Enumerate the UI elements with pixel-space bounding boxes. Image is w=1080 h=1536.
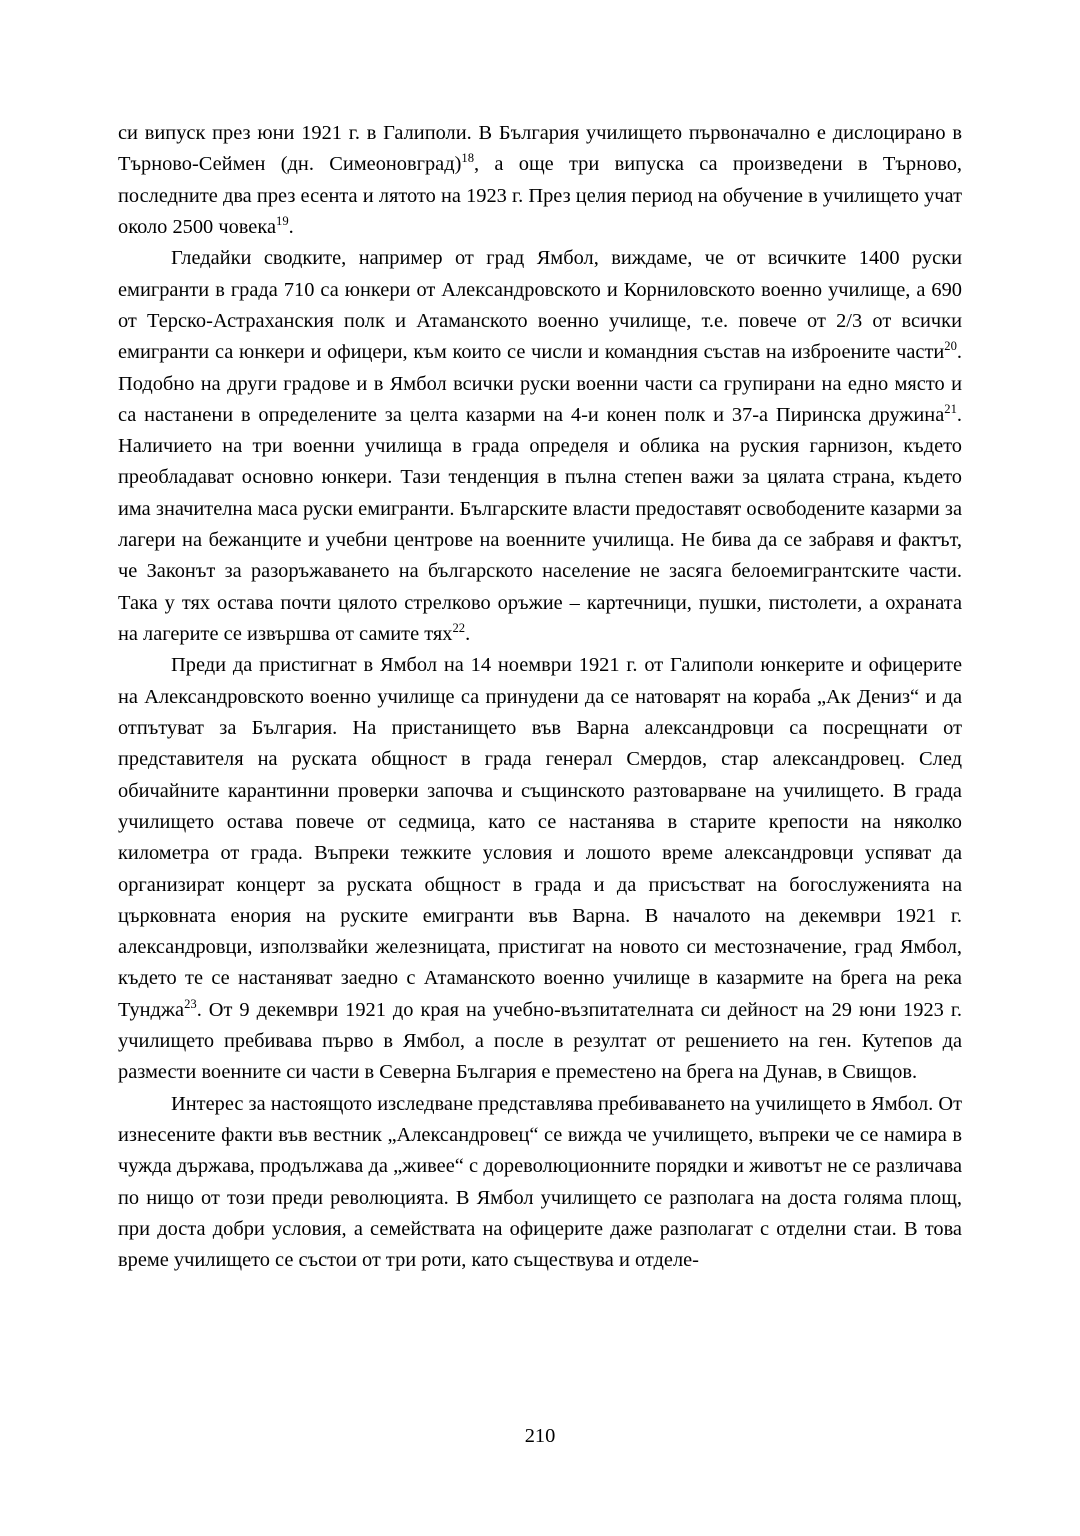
footnote-marker: 19 [276, 214, 289, 229]
footnote-marker: 23 [184, 996, 197, 1011]
footnote-marker: 20 [944, 339, 957, 354]
paragraph: Гледайки сводките, например от град Ямбол, виждаме, че от всичките 1400 руски емигранти в града 710 са юнкери от Александровското и Корниловското военно училище, а 690 от Терско-Астраханския полк и Атаманското военно училище, т.е. повече от 2/3 от всички емигранти са юнкери и офицери, към които се числи и командния състав на изброените части$^{20}$. Подобно на други градове и в Ямбол всички руски военни части са групирани на едно място и са настанени в определените за целта казарми на 4-и конен полк и 37-а Пиринска дружина$^{21}$. Наличието на три военни училища в града определя и облика на руския гарнизон, където преобладават основно юнкери. Тази тенденция в пълна степен важи за цялата страна, където има значителна маса руски емигранти. Българските власти предоставят освободените казарми за лагери на бежанците и учебни центрове на военните училища. Не бива да се забравя и фактът, че Законът за разоръжаването на българското население не засяга белоемигрантските части. Така у тях остава почти цялото стрелково оръжие – картечници, пушки, пистолети, а охраната на лагерите се извършва от самите тях$^{22}$. [118, 247, 962, 645]
footnote-marker: 21 [944, 402, 957, 417]
footnote-marker: 18 [461, 151, 475, 166]
paragraph: Интерес за настоящото изследване представлява пребиваването на училището в Ямбол. От изнесените факти във вестник „Александровец“ се вижда че училището, въпреки че се намира в чужда държава, продължава да „живее“ с дореволюционните порядки и животът не се различава по нищо от този преди революцията. В Ямбол училището се разполага на доста голяма площ, при доста добри условия, а семействата на офицерите даже разполагат с отделни стаи. В това време училището се състои от три роти, като съществува и отделе- [118, 1092, 962, 1272]
paragraph: Преди да пристигнат в Ямбол на 14 ноември 1921 г. от Галиполи юнкерите и офицерите на Александровското военно училище са принудени да се натоварят на кораба „Ак Дениз“ и да отпътуват за България. На пристанището във Варна александровци са посрещнати от представителя на руската общност в града генерал Смердов, стар александровец. След обичайните карантинни проверки започва и същинското разтоварване на училището. В града училището остава повече от седмица, като се настанява в старите крепости на няколко километра от града. Въпреки тежките условия и лошото време александровци успяват да организират концерт за руската общност в града и да присъстват на богослуженията на църковната енория на руските емигранти във Варна. В началото на декември 1921 г. александровци, използвайки железницата, пристигат на новото си местозначение, град Ямбол, където те се настаняват заедно с Атаманското военно училище в казармите на брега на река Тунджа$^{23}$. От 9 декември 1921 до края на учебно-възпитателната си дейност на 29 юни 1923 г. училището пребивава първо в Ямбол, а после в резултат от решението на ген. Кутепов да размести военните си части в Северна България е преместено на брега на Дунав, в Свищов. [118, 654, 962, 1084]
page-number: 210 [524, 1425, 556, 1447]
page-body-text [118, 118, 962, 1277]
paragraph: си випуск през юни 1921 г. в Галиполи. В България училището първоначално е дислоцирано в Търново-Сеймен (дн. Симеоновград)$^{18}$, а още три випуска са произведени в Търново, последните два през есента и лятото на 1923 г. През целия период на обучение в училището учат около 2500 човека$^{19}$. [118, 122, 963, 238]
footnote-marker: 22 [452, 621, 466, 636]
